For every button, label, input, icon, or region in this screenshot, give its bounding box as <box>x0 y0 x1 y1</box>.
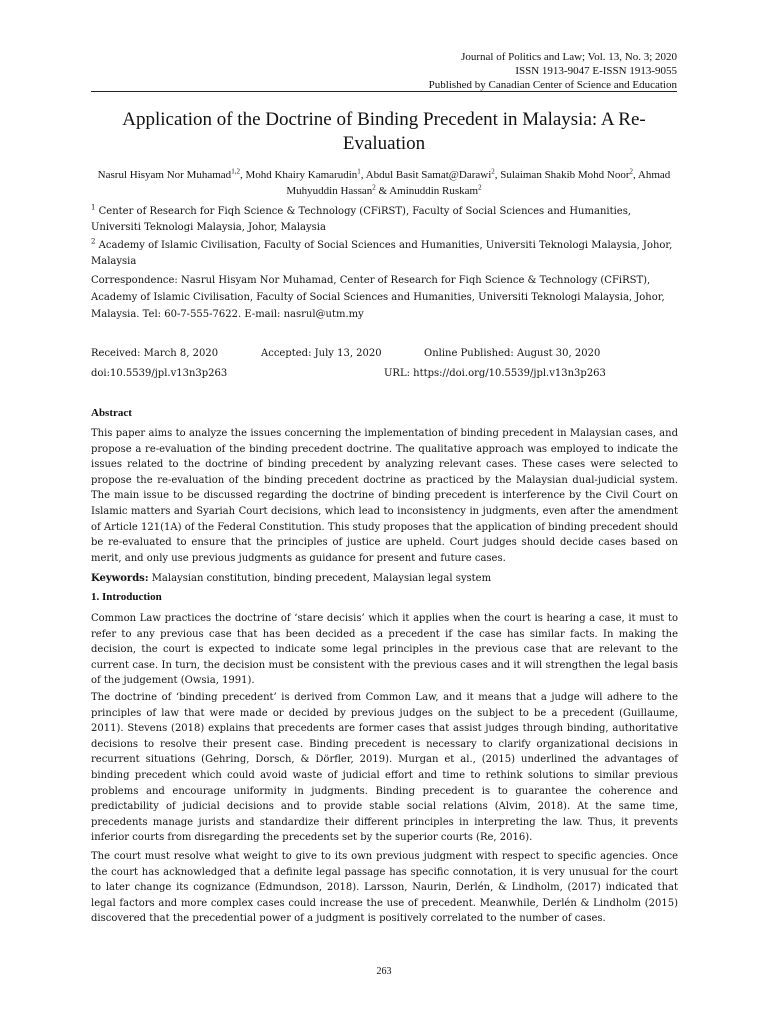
author-separator: & <box>375 185 390 197</box>
introduction-paragraph-2: The doctrine of ‘binding precedent’ is derived from Common Law, and it means that a judge will adhere to the principles of law that were made or decided by previous judges on the subject to be a precedent (Guillaume, 2011). Stevens (2018) explains that precedents are former cases that assist judges through binding, authoritative decisions to resolve their present case. Binding precedent is necessary to clarify organizational decisions in recurrent situations (Gehring, Dorsch, & Dörfler, 2019). Murgan et al., (2015) underlined the advantages of binding precedent which could avoid waste of judicial effort and time to rethink solutions to similar previous problems and encourage uniformity in judgments. Binding precedent is to guarantee the coherence and predictability of judicial decisions and to provide stable social relations (Alvim, 2018). At the same time, precedents manage jurists and standardize their different principles in interpreting the law. Thus, it prevents inferior courts from disregarding the precedents set by the superior courts (Re, 2016). <box>91 692 678 844</box>
correspondence: Correspondence: Nasrul Hisyam Nor Muhamad, Center of Research for Fiqh Science & Technology (CFiRST), Academy of Islamic Civilisation, Faculty of Social Sciences and Humanities, Universiti Teknologi Malaysia, Johor, Malaysia. Tel: 60-7-555-7622. E-mail: nasrul@utm.my <box>91 275 665 320</box>
author-separator: , <box>239 169 246 181</box>
accepted-date: Accepted: July 13, 2020 <box>261 348 382 359</box>
keywords-text: Malaysian constitution, binding precedent, Malaysian legal system <box>148 573 492 584</box>
author-name: Aminuddin Ruskam <box>389 185 479 197</box>
author-affiliation-mark: 2 <box>491 167 495 176</box>
page-number: 263 <box>376 966 392 977</box>
affiliation-2 <box>91 238 680 270</box>
abstract-heading: Abstract <box>91 407 132 419</box>
author-affiliation-mark: 2 <box>372 183 376 192</box>
doi: doi:10.5539/jpl.v13n3p263 <box>91 368 228 379</box>
introduction-paragraph-1: Common Law practices the doctrine of ‘stare decisis’ which it applies when the court is hearing a case, it must to refer to any previous case that has been decided as a precedent if the case has similar facts. In making the decision, the court is expected to indicate some legal principles in the previous case that are relevant to the current case. In turn, the decision must be consistent with the previous cases and it will strengthen the legal basis of the judgement (Owsia, 1991). <box>91 613 678 687</box>
affiliation-1 <box>91 204 680 236</box>
keywords <box>91 571 678 587</box>
affiliation-text: Center of Research for Fiqh Science & Technology (CFiRST), Faculty of Social Sciences and Humanities, Universiti Teknologi Malaysia, Johor, Malaysia <box>91 206 632 233</box>
affiliation-number: 2 <box>91 237 96 246</box>
introduction-heading: 1. Introduction <box>91 591 162 603</box>
author-name: Abdul Basit Samat@Darawi <box>365 169 492 181</box>
author-separator: , <box>360 169 366 181</box>
author-list <box>96 167 672 199</box>
article-title: Application of the Doctrine of Binding Precedent in Malaysia: A Re-Evaluation <box>122 109 646 154</box>
journal-header <box>257 50 677 92</box>
journal-citation: Journal of Politics and Law; Vol. 13, No. 3; 2020 <box>461 51 677 63</box>
author-name: Ahmad Muhyuddin Hassan <box>286 169 671 197</box>
keywords-label: Keywords: <box>91 573 149 584</box>
author-name: Nasrul Hisyam Nor Muhamad <box>97 169 232 181</box>
author-affiliation-mark: 1,2 <box>231 167 240 176</box>
author-name: Sulaiman Shakib Mohd Noor <box>500 169 630 181</box>
received-date: Received: March 8, 2020 <box>91 348 219 359</box>
author-separator: , <box>633 169 638 181</box>
header-divider <box>91 91 677 92</box>
author-separator: , <box>494 169 501 181</box>
doi-url-link[interactable]: URL: https://doi.org/10.5539/jpl.v13n3p263 <box>384 368 606 379</box>
publication-dates <box>91 346 680 386</box>
published-date: Online Published: August 30, 2020 <box>424 348 601 359</box>
journal-publisher: Published by Canadian Center of Science and Education <box>428 79 677 91</box>
affiliation-text: Academy of Islamic Civilisation, Faculty of Social Sciences and Humanities, Universiti Teknologi Malaysia, Johor, Malaysia <box>91 240 673 267</box>
introduction-paragraph-3: The court must resolve what weight to give to its own previous judgment with respect to specific agencies. Once the court has acknowledged that a definite legal passage has specific connotation, it is very unusual for the court to later change its cognizance (Edmundson, 2018). Larsson, Naurin, Derlén, & Lindholm, (2017) indicated that legal factors and more complex cases could increase the use of precedent. Meanwhile, Derlén & Lindholm (2015) discovered that the precedential power of a judgment is positively correlated to the number of cases. <box>91 851 678 925</box>
abstract-body: This paper aims to analyze the issues concerning the implementation of binding precedent in Malaysian cases, and propose a re-evaluation of the binding precedent doctrine. The qualitative approach was employed to indicate the issues related to the doctrine of binding precedent by analyzing relevant cases. These cases were selected to propose the re-evaluation of the binding precedent doctrine as practiced by the Malaysian dual-judicial system. The main issue to be discussed regarding the doctrine of binding precedent is interference by the Civil Court on Islamic matters and Syariah Court decisions, which lead to inconsistency in judgments, even after the amendment of Article 121(1A) of the Federal Constitution. This study proposes that the application of binding precedent should be re-evaluated to ensure that the principles of justice are upheld. Court judges should decide cases based on merit, and only use previous judgments as guidance for present and future cases. <box>91 428 678 564</box>
affiliation-number: 1 <box>91 203 96 212</box>
author-affiliation-mark: 1 <box>357 167 361 176</box>
author-affiliation-mark: 2 <box>478 183 482 192</box>
author-affiliation-mark: 2 <box>629 167 634 176</box>
author-name: Mohd Khairy Kamarudin <box>245 169 358 181</box>
journal-issn: ISSN 1913-9047 E-ISSN 1913-9055 <box>515 65 677 77</box>
